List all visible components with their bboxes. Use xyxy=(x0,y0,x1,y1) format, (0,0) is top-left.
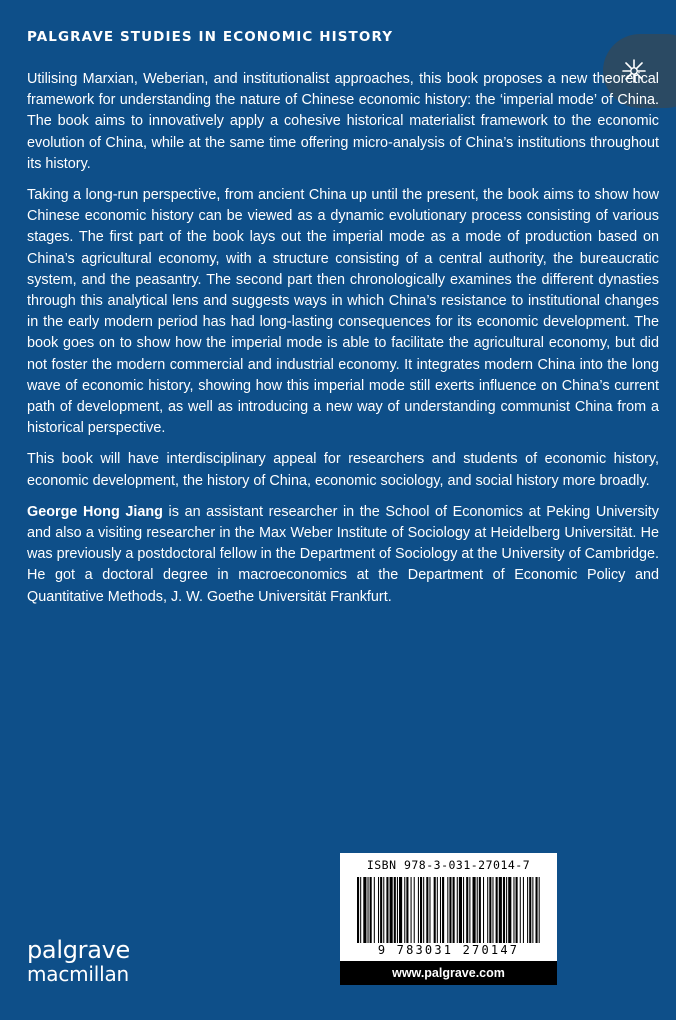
barcode-bar xyxy=(449,877,451,943)
barcode-bar xyxy=(477,877,478,943)
barcode-bar xyxy=(527,877,528,943)
barcode-bar xyxy=(380,877,382,943)
author-bio xyxy=(27,502,659,608)
barcode-bar xyxy=(457,877,458,943)
barcode-bar xyxy=(453,877,455,943)
barcode-bar xyxy=(536,877,538,943)
barcode-bar xyxy=(357,877,359,943)
series-title: PALGRAVE STUDIES IN ECONOMIC HISTORY xyxy=(27,29,394,45)
barcode-bar xyxy=(411,877,412,943)
barcode-bar xyxy=(383,877,384,943)
publisher-logo-line2: macmillan xyxy=(27,962,130,986)
barcode-bar xyxy=(492,877,493,943)
barcode-bar xyxy=(489,877,491,943)
barcode-bar xyxy=(487,877,488,943)
barcode-bar xyxy=(440,877,441,943)
barcode-bar xyxy=(394,877,396,943)
barcode-bar xyxy=(370,877,372,943)
barcode-bar xyxy=(360,877,361,943)
barcode-bar xyxy=(459,877,462,943)
barcode-bar xyxy=(374,877,375,943)
barcode-bar xyxy=(386,877,388,943)
barcode-bar xyxy=(506,877,507,943)
blurb-paragraph-3: This book will have interdisciplinary appeal for researchers and students of economic history, economic development, the history of China, economic sociology, and social history more broadly. xyxy=(27,451,659,489)
barcode-bar xyxy=(539,877,540,943)
barcode-bar xyxy=(363,877,366,943)
isbn-label: ISBN 978-3-031-27014-7 xyxy=(366,858,531,872)
barcode-bar xyxy=(516,877,518,943)
barcode-bar xyxy=(397,877,398,943)
barcode-bar xyxy=(473,877,476,943)
barcode-bar xyxy=(418,877,419,943)
publisher-logo xyxy=(27,937,130,985)
publisher-logo-line1: palgrave xyxy=(27,936,130,964)
barcode-bar xyxy=(523,877,524,943)
barcode-bar xyxy=(483,877,484,943)
barcode-bar xyxy=(532,877,533,943)
barcode-bar xyxy=(513,877,514,943)
barcode-graphic xyxy=(357,877,540,943)
publisher-url: www.palgrave.com xyxy=(340,961,557,985)
barcode-bar xyxy=(496,877,498,943)
barcode-bar xyxy=(499,877,502,943)
barcode-bar xyxy=(469,877,470,943)
barcode-bar xyxy=(437,877,438,943)
barcode-bar xyxy=(426,877,428,943)
barcode-bar xyxy=(404,877,405,943)
barcode-bar xyxy=(399,877,402,943)
barcode-bar xyxy=(520,877,521,943)
barcode-bar xyxy=(479,877,481,943)
blurb-text xyxy=(27,69,659,618)
barcode-digits: 9 783031 270147 xyxy=(377,943,520,957)
barcode-bar xyxy=(466,877,468,943)
barcode-bar xyxy=(442,877,444,943)
barcode-bar xyxy=(378,877,379,943)
blurb-paragraph-2: Taking a long-run perspective, from ancient China up until the present, the book aims to show how Chinese economic history can be viewed as a dynamic evolutionary process consisting of various stages. The first part of the book lays out the imperial mode as a mode of production based on China’s agricultural economy, with a structure consisting of a central authority, the bureaucratic system, and the peasantry. The second part then chronologically examines the different dynasties through this analytical lens and suggests ways in which China’s resistance to institutional changes in the early modern period has had long-lasting consequences for its economic development. The book goes on to show how the imperial mode is able to facilitate the agricultural economy, but did not foster the modern commercial and industrial economy. It integrates modern China into the long wave of economic history, showing how this imperial mode still exerts influence on China’s current path of development, as well as introducing a new way of understanding communist China from a historical perspective. xyxy=(27,187,659,437)
author-bio-text: is an assistant researcher in the School of Economics at Peking University and also a visiting researcher in the Max Weber Institute of Sociology at Heidelberg Universität. He was previously a postdoctoral fellow in the Department of Sociology at the University of Cambridge. He got a doctoral degree in macroeconomics at the Department of Economic Policy and Quantitative Methods, J. W. Goethe Universität Frankfurt. xyxy=(27,503,659,605)
blurb-paragraph-1: Utilising Marxian, Weberian, and institutionalist approaches, this book proposes a new theoretical framework for understanding the nature of Chinese economic history: the ‘imperial mode’ of China. The book aims to innovatively apply a cohesive historical materialist framework to the economic evolution of China, while at the same time offering micro-analysis of China’s institutions throughout its history. xyxy=(27,71,659,172)
barcode-bar xyxy=(414,877,415,943)
barcode-bar xyxy=(423,877,424,943)
barcode-bar xyxy=(463,877,464,943)
barcode-box xyxy=(340,853,557,985)
author-name: George Hong Jiang xyxy=(27,503,163,520)
barcode-bar xyxy=(508,877,511,943)
barcode-bar xyxy=(406,877,408,943)
barcode-bar xyxy=(529,877,531,943)
barcode-bar xyxy=(447,877,448,943)
barcode-bar xyxy=(503,877,505,943)
barcode-bar xyxy=(434,877,436,943)
barcode-bar xyxy=(390,877,393,943)
barcode-bar xyxy=(420,877,422,943)
barcode-bar xyxy=(368,877,369,943)
barcode-bar xyxy=(429,877,430,943)
